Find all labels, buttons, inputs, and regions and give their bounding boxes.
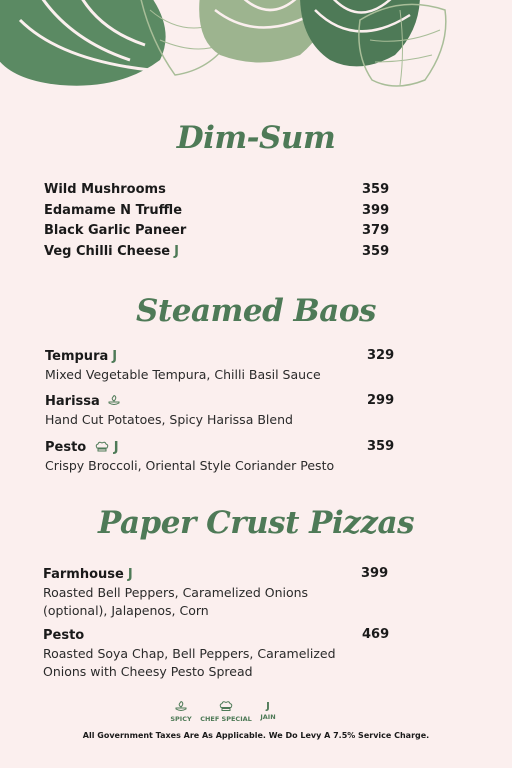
menu-item [44, 203, 394, 223]
spicy-icon [107, 394, 121, 407]
spicy-icon [174, 700, 188, 713]
jain-badge: J [112, 349, 118, 364]
jain-badge: J [113, 440, 119, 455]
section-title-paper-crust-pizzas: Paper Crust Pizzas [97, 505, 415, 541]
item-description: Mixed Vegetable Tempura, Chilli Basil Sauce [45, 367, 321, 382]
item-description: Roasted Bell Peppers, Caramelized Onions (optional), Jalapenos, Corn [43, 585, 309, 618]
item-name: Veg Chilli Cheese [44, 244, 171, 259]
section-title-dim-sum: Dim-Sum [176, 120, 336, 156]
jain-symbol: J [266, 701, 270, 712]
item-name: Black Garlic Paneer [44, 223, 187, 238]
item-price: 359 [362, 182, 390, 197]
legend-jain [256, 700, 280, 721]
legend-spicy-label: SPICY [170, 715, 192, 723]
menu-item [45, 439, 405, 475]
item-name: Pesto [45, 440, 87, 455]
legend-jain-label: JAIN [260, 713, 276, 721]
item-name-wrap [43, 566, 403, 583]
item-price: 329 [367, 348, 395, 363]
tax-footer-note: All Government Taxes Are As Applicable. We Do Levy A 7.5% Service Charge. [82, 731, 430, 740]
item-description: Crispy Broccoli, Oriental Style Coriander Pesto [45, 458, 335, 473]
item-price: 399 [362, 203, 390, 218]
menu-item [45, 393, 405, 429]
item-name: Harissa [45, 394, 100, 409]
item-name-wrap [45, 393, 405, 410]
item-name-wrap [44, 244, 179, 259]
item-price: 469 [362, 627, 390, 642]
menu-item [44, 244, 394, 264]
leaf-decoration [0, 0, 512, 95]
item-price: 299 [367, 393, 395, 408]
jain-badge: J [174, 244, 179, 259]
legend [0, 700, 512, 728]
menu-item [43, 627, 403, 681]
section-title-steamed-baos: Steamed Baos [136, 293, 376, 329]
menu-item [43, 566, 403, 620]
item-price: 359 [367, 439, 395, 454]
item-description: Roasted Soya Chap, Bell Peppers, Caramelized Onions with Cheesy Pesto Spread [43, 646, 336, 679]
legend-chef-special [200, 700, 252, 723]
item-name: Edamame N Truffle [44, 203, 183, 218]
menu-item [45, 348, 405, 384]
item-name-wrap [45, 348, 405, 365]
item-name: Pesto [43, 628, 85, 643]
menu-item [44, 182, 394, 202]
item-price: 399 [361, 566, 389, 581]
jain-badge: J [127, 567, 133, 582]
item-name: Tempura [45, 349, 109, 364]
item-name-wrap [43, 627, 403, 644]
item-name: Wild Mushrooms [44, 182, 166, 197]
chef-special-icon [218, 700, 234, 713]
item-name-wrap [45, 439, 405, 456]
menu-item [44, 223, 394, 243]
item-price: 379 [362, 223, 390, 238]
item-price: 359 [362, 244, 390, 259]
item-description: Hand Cut Potatoes, Spicy Harissa Blend [45, 412, 293, 427]
legend-spicy [166, 700, 196, 723]
chef-special-icon [94, 441, 110, 453]
legend-chef-special-label: CHEF SPECIAL [200, 715, 252, 723]
item-name: Farmhouse [43, 567, 124, 582]
